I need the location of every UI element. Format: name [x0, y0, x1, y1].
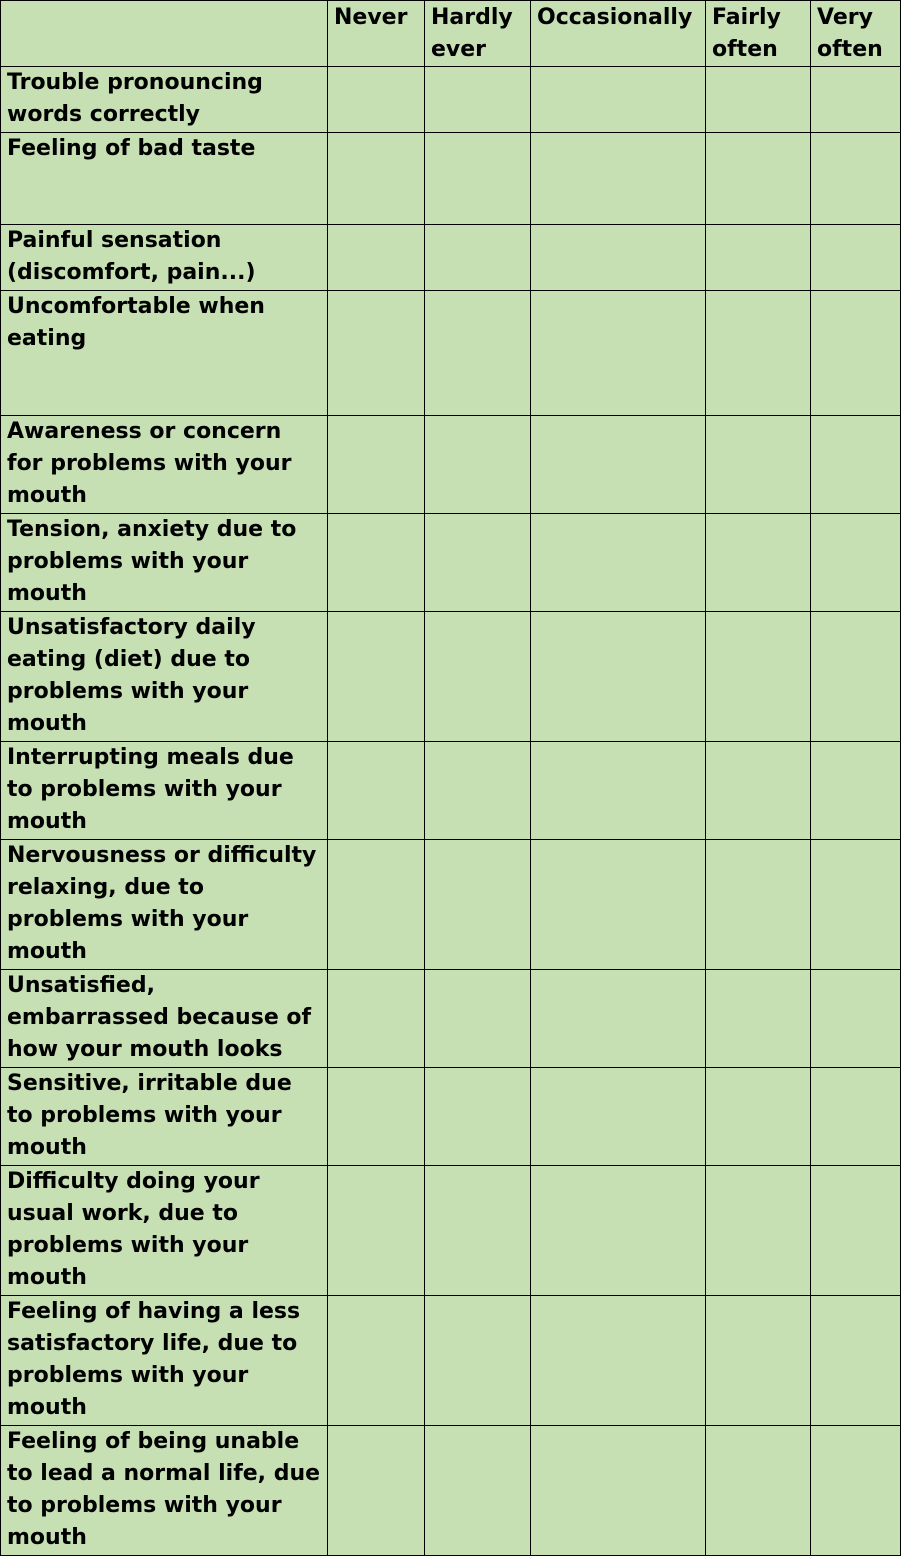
header-hardly-ever: Hardly ever	[425, 1, 531, 67]
answer-cell-occasionally[interactable]	[531, 225, 706, 291]
question-label: Nervousness or difficulty relaxing, due to problems with your mouth	[1, 840, 328, 970]
answer-cell-occasionally[interactable]	[531, 133, 706, 225]
table-row	[1, 1068, 901, 1166]
question-label: Unsatisfied, embarrassed because of how your mouth looks	[1, 970, 328, 1068]
answer-cell-never[interactable]	[328, 1296, 425, 1426]
question-label: Tension, anxiety due to problems with your mouth	[1, 514, 328, 612]
header-row	[1, 1, 901, 67]
question-label: Awareness or concern for problems with your mouth	[1, 416, 328, 514]
answer-cell-fairly-often[interactable]	[706, 416, 811, 514]
table-row	[1, 133, 901, 225]
table-row	[1, 742, 901, 840]
answer-cell-never[interactable]	[328, 133, 425, 225]
answer-cell-very-often[interactable]	[811, 416, 901, 514]
table-row	[1, 840, 901, 970]
answer-cell-hardly-ever[interactable]	[425, 67, 531, 133]
answer-cell-very-often[interactable]	[811, 970, 901, 1068]
answer-cell-occasionally[interactable]	[531, 970, 706, 1068]
answer-cell-occasionally[interactable]	[531, 416, 706, 514]
answer-cell-fairly-often[interactable]	[706, 514, 811, 612]
table-row	[1, 291, 901, 416]
question-label: Feeling of bad taste	[1, 133, 328, 225]
table-row	[1, 970, 901, 1068]
table-row	[1, 67, 901, 133]
question-label: Feeling of being unable to lead a normal life, due to problems with your mouth	[1, 1426, 328, 1556]
table-row	[1, 1296, 901, 1426]
question-label: Sensitive, irritable due to problems with your mouth	[1, 1068, 328, 1166]
answer-cell-occasionally[interactable]	[531, 612, 706, 742]
answer-cell-never[interactable]	[328, 612, 425, 742]
answer-cell-very-often[interactable]	[811, 840, 901, 970]
answer-cell-very-often[interactable]	[811, 1296, 901, 1426]
answer-cell-occasionally[interactable]	[531, 67, 706, 133]
answer-cell-very-often[interactable]	[811, 1166, 901, 1296]
question-label: Feeling of having a less satisfactory life, due to problems with your mouth	[1, 1296, 328, 1426]
answer-cell-never[interactable]	[328, 225, 425, 291]
answer-cell-hardly-ever[interactable]	[425, 612, 531, 742]
answer-cell-occasionally[interactable]	[531, 1296, 706, 1426]
answer-cell-fairly-often[interactable]	[706, 133, 811, 225]
answer-cell-hardly-ever[interactable]	[425, 1426, 531, 1556]
header-blank-cell	[1, 1, 328, 67]
answer-cell-very-often[interactable]	[811, 225, 901, 291]
table-row	[1, 1166, 901, 1296]
answer-cell-fairly-often[interactable]	[706, 67, 811, 133]
answer-cell-never[interactable]	[328, 291, 425, 416]
answer-cell-hardly-ever[interactable]	[425, 840, 531, 970]
answer-cell-fairly-often[interactable]	[706, 291, 811, 416]
answer-cell-fairly-often[interactable]	[706, 1166, 811, 1296]
header-very-often: Very often	[811, 1, 901, 67]
answer-cell-very-often[interactable]	[811, 133, 901, 225]
answer-cell-fairly-often[interactable]	[706, 1426, 811, 1556]
answer-cell-occasionally[interactable]	[531, 742, 706, 840]
answer-cell-fairly-often[interactable]	[706, 1296, 811, 1426]
question-label: Interrupting meals due to problems with your mouth	[1, 742, 328, 840]
answer-cell-hardly-ever[interactable]	[425, 742, 531, 840]
answer-cell-hardly-ever[interactable]	[425, 1296, 531, 1426]
answer-cell-very-often[interactable]	[811, 1426, 901, 1556]
answer-cell-very-often[interactable]	[811, 612, 901, 742]
question-label: Painful sensation (discomfort, pain...)	[1, 225, 328, 291]
answer-cell-never[interactable]	[328, 1426, 425, 1556]
table-row	[1, 1426, 901, 1556]
answer-cell-occasionally[interactable]	[531, 1068, 706, 1166]
answer-cell-fairly-often[interactable]	[706, 840, 811, 970]
answer-cell-fairly-often[interactable]	[706, 612, 811, 742]
header-occasionally: Occasionally	[531, 1, 706, 67]
answer-cell-never[interactable]	[328, 840, 425, 970]
answer-cell-hardly-ever[interactable]	[425, 1166, 531, 1296]
answer-cell-hardly-ever[interactable]	[425, 225, 531, 291]
table-row	[1, 514, 901, 612]
answer-cell-occasionally[interactable]	[531, 291, 706, 416]
table-row	[1, 225, 901, 291]
answer-cell-hardly-ever[interactable]	[425, 1068, 531, 1166]
answer-cell-never[interactable]	[328, 1068, 425, 1166]
answer-cell-hardly-ever[interactable]	[425, 970, 531, 1068]
answer-cell-fairly-often[interactable]	[706, 1068, 811, 1166]
table-row	[1, 416, 901, 514]
answer-cell-never[interactable]	[328, 514, 425, 612]
answer-cell-hardly-ever[interactable]	[425, 514, 531, 612]
header-never: Never	[328, 1, 425, 67]
answer-cell-hardly-ever[interactable]	[425, 291, 531, 416]
question-label: Unsatisfactory daily eating (diet) due to problems with your mouth	[1, 612, 328, 742]
table-row	[1, 612, 901, 742]
answer-cell-never[interactable]	[328, 742, 425, 840]
answer-cell-very-often[interactable]	[811, 1068, 901, 1166]
answer-cell-fairly-often[interactable]	[706, 742, 811, 840]
answer-cell-never[interactable]	[328, 970, 425, 1068]
question-label: Uncomfortable when eating	[1, 291, 328, 416]
answer-cell-hardly-ever[interactable]	[425, 133, 531, 225]
answer-cell-hardly-ever[interactable]	[425, 416, 531, 514]
answer-cell-very-often[interactable]	[811, 291, 901, 416]
header-fairly-often: Fairly often	[706, 1, 811, 67]
answer-cell-fairly-often[interactable]	[706, 225, 811, 291]
question-label: Trouble pronouncing words correctly	[1, 67, 328, 133]
question-label: Difficulty doing your usual work, due to problems with your mouth	[1, 1166, 328, 1296]
answer-cell-never[interactable]	[328, 1166, 425, 1296]
answer-cell-occasionally[interactable]	[531, 840, 706, 970]
answer-cell-fairly-often[interactable]	[706, 970, 811, 1068]
answer-cell-occasionally[interactable]	[531, 1166, 706, 1296]
answer-cell-occasionally[interactable]	[531, 514, 706, 612]
answer-cell-never[interactable]	[328, 416, 425, 514]
answer-cell-very-often[interactable]	[811, 514, 901, 612]
answer-cell-very-often[interactable]	[811, 67, 901, 133]
answer-cell-never[interactable]	[328, 67, 425, 133]
answer-cell-very-often[interactable]	[811, 742, 901, 840]
answer-cell-occasionally[interactable]	[531, 1426, 706, 1556]
